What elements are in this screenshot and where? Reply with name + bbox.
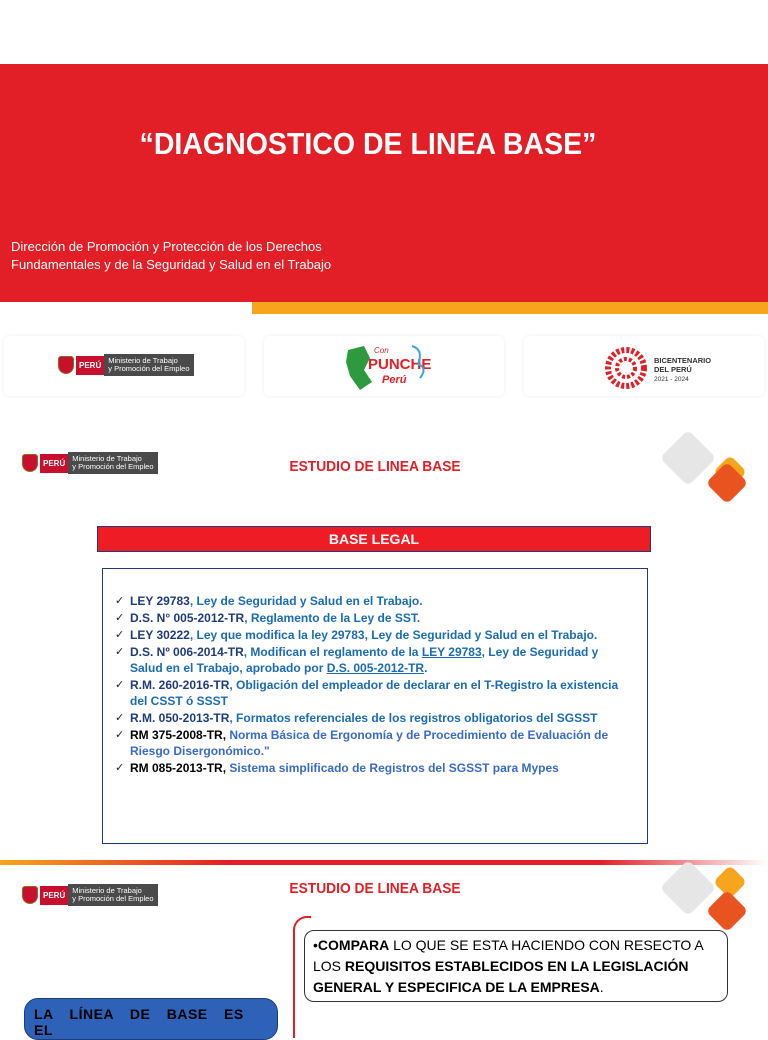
ministerio-name: Ministerio de Trabajo y Promoción del Empleo [104, 354, 193, 376]
title-slide [0, 0, 768, 400]
ds-link[interactable]: D.S. 005-2012-TR [326, 661, 425, 675]
coat-of-arms-icon [22, 886, 38, 904]
peru-label: PERÚ [76, 356, 104, 375]
linea-base-text: LA LÍNEA DE BASE ES EL [34, 1006, 244, 1038]
check-icon: ✓ [115, 629, 125, 641]
check-icon: ✓ [115, 712, 125, 724]
punche-main: PUNCHE [368, 356, 432, 373]
legal-list [111, 593, 631, 777]
svg-text:BICENTENARIO: BICENTENARIO [654, 356, 712, 365]
list-item: ✓ D.S. N° 005-2012-TR, Reglamento de la Ley de SST. [115, 611, 421, 625]
base-legal-header: BASE LEGAL [97, 526, 651, 552]
ley-link[interactable]: LEY 29783 [421, 645, 482, 659]
check-icon: ✓ [115, 646, 125, 658]
coat-of-arms-icon [58, 356, 74, 374]
bicentenario-logo [524, 336, 764, 396]
legal-list-box [102, 568, 648, 844]
logo-strip [0, 336, 768, 396]
punche-con: Con [374, 346, 389, 355]
check-icon: ✓ [115, 679, 125, 691]
svg-text:DEL PERÚ: DEL PERÚ [654, 365, 692, 374]
gray-diamond-decoration [660, 430, 717, 487]
compara-text-box: •COMPARA LO QUE SE ESTA HACIENDO CON RESECTO A LOS REQUISITOS ESTABLECIDOS EN LA LEGISLACIÓN GENERAL Y ESPECIFICA DE LA EMPRESA. [304, 930, 728, 1002]
check-icon: ✓ [115, 595, 125, 607]
punche-logo-card [264, 336, 504, 396]
list-item: ✓ LEY 30222, Ley que modifica la ley 29783, Ley de Seguridad y Salud en el Trabajo. [115, 628, 598, 642]
subtitle-line-2: Fundamentales y de la Seguridad y Salud en el Trabajo [11, 257, 332, 272]
check-icon: ✓ [115, 612, 125, 624]
linea-base-slide [0, 866, 768, 1038]
ministerio-logo [58, 354, 194, 376]
list-item: ✓ R.M. 260-2016-TR, Obligación del empleador de declarar en el T-Registro la existencia del CSST ó SSST [115, 678, 619, 708]
list-item: ✓ RM 375-2008-TR, Norma Básica de Ergonomía y de Procedimiento de Evaluación de Riesgo Disergonómico." [115, 728, 609, 758]
list-item: ✓ D.S. Nº 006-2014-TR, Modifican el reglamento de la LEY 29783, Ley de Seguridad y Salud en el Trabajo, aprobado por D.S. 005-2012-TR. [115, 645, 599, 675]
check-icon: ✓ [115, 762, 125, 774]
bicentenario-logo-card [524, 336, 764, 396]
ministerio-logo-small: PERÚ Ministerio de Trabajo y Promoción del Empleo [22, 452, 158, 474]
punche-sub: Perú [382, 374, 407, 386]
list-item: ✓ R.M. 050-2013-TR, Formatos referenciales de los registros obligatorios del SGSST [115, 711, 598, 725]
list-item: ✓ RM 085-2013-TR, Sistema simplificado de Registros del SGSST para Mypes [115, 761, 559, 775]
svg-text:2021 - 2024: 2021 - 2024 [654, 376, 689, 383]
ministerio-logo-card [4, 336, 244, 396]
ministerio-logo-small: PERÚ Ministerio de Trabajo y Promoción del Empleo [22, 884, 158, 906]
coat-of-arms-icon [22, 454, 38, 472]
list-item: ✓ LEY 29783, Ley de Seguridad y Salud en el Trabajo. [115, 594, 423, 608]
check-icon: ✓ [115, 729, 125, 741]
bicentenario-sun-icon [608, 350, 644, 386]
punche-peru-logo [264, 336, 504, 396]
slide-subtitle [11, 238, 361, 274]
orange-accent-bar [252, 302, 768, 314]
slide-divider [0, 860, 768, 865]
slide-heading: ESTUDIO DE LINEA BASE [289, 880, 461, 897]
red-diamond-decoration [706, 890, 748, 932]
slide-title: “DIAGNOSTICO DE LINEA BASE” [139, 126, 597, 161]
base-legal-slide [0, 430, 768, 860]
slide-heading: ESTUDIO DE LINEA BASE [289, 458, 461, 475]
subtitle-line-1: Dirección de Promoción y Protección de los Derechos [11, 239, 322, 254]
